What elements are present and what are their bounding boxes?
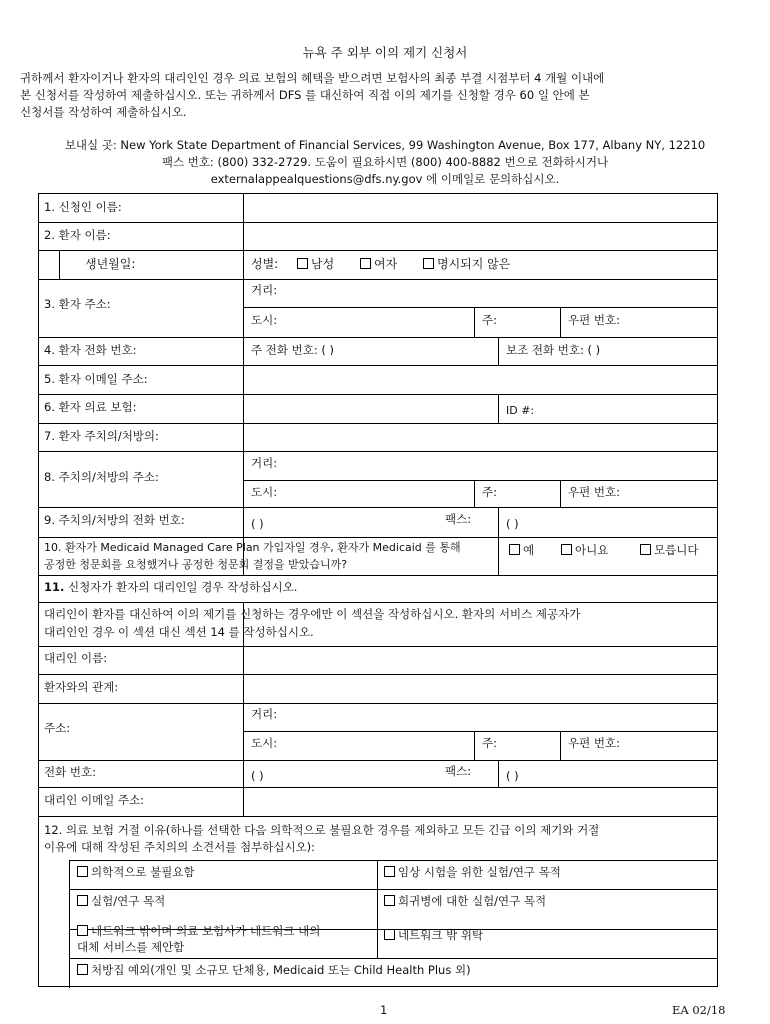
fax-phone-line: 팩스 번호: (800) 332-2729. 도움이 필요하시면 (800) 400-8882 번으로 전화하시거나 xyxy=(161,155,609,169)
health-plan-label: 6. 환자 의료 보험: xyxy=(44,400,137,414)
rep-city-label: 도시: xyxy=(251,736,278,750)
medicaid-no-option[interactable] xyxy=(561,543,608,558)
reason-out-network-alt-line2: 대체 서비스를 제안함 xyxy=(77,940,185,954)
reason-clinical-trial-text: 임상 시험을 위한 실험/연구 목적 xyxy=(398,865,561,879)
physician-city-label: 도시: xyxy=(251,485,278,499)
checkbox-not-necessary[interactable] xyxy=(77,866,88,877)
reason-experimental-text: 실험/연구 목적 xyxy=(91,894,166,908)
unknown-text: 모릅니다 xyxy=(654,543,699,557)
section-11-heading xyxy=(44,580,297,595)
section-11-text: 신청자가 환자의 대리인일 경우 작성하십시오. xyxy=(64,580,298,594)
patient-email-label: 5. 환자 이메일 주소: xyxy=(44,372,148,386)
intro-paragraph xyxy=(20,70,740,121)
street-label: 거리: xyxy=(251,283,278,297)
rep-street-label: 거리: xyxy=(251,707,278,721)
denial-reason-line1: 12. 의료 보험 거절 이유(하나를 선택한 다음 의학적으로 불필요한 경우를 제외하고 모든 긴급 이의 제기와 거절 xyxy=(44,823,600,837)
form-title: 뉴욕 주 외부 이의 제기 신청서 xyxy=(302,45,468,60)
form-code: EA 02/18 xyxy=(672,1003,726,1017)
physician-phone-paren: ( ) xyxy=(251,517,264,531)
reason-rare-disease[interactable] xyxy=(384,894,546,909)
denial-reason-line2: 이유에 대해 작성된 주치의의 소견서를 첨부하십시오): xyxy=(44,840,316,854)
reason-rare-disease-text: 희귀병에 대한 실험/연구 목적 xyxy=(398,894,547,908)
checkbox-rare-disease[interactable] xyxy=(384,895,395,906)
rep-relation-field[interactable] xyxy=(244,675,716,702)
reason-not-medically-necessary[interactable] xyxy=(77,865,195,880)
checkbox-female[interactable] xyxy=(360,258,371,269)
checkbox-male[interactable] xyxy=(297,258,308,269)
applicant-name-field[interactable] xyxy=(244,195,716,221)
page-number: 1 xyxy=(380,1003,388,1017)
reason-out-of-network-alternate[interactable] xyxy=(77,924,320,939)
medicaid-question-line1: 10. 환자가 Medicaid Managed Care Plan 가입자일 경우, 환자가 Medicaid 를 통해 xyxy=(44,541,461,554)
state-label: 주: xyxy=(482,313,497,327)
physician-zip-label: 우편 번호: xyxy=(568,485,620,499)
rep-phone-paren: ( ) xyxy=(251,769,264,783)
rep-name-field[interactable] xyxy=(244,647,716,673)
checkbox-clinical-trial[interactable] xyxy=(384,866,395,877)
physician-field[interactable] xyxy=(244,424,716,450)
section-11-note-line2: 대리인인 경우 이 섹션 대신 섹션 14 를 작성하십시오. xyxy=(44,625,314,639)
rep-state-label: 주: xyxy=(482,736,497,750)
rep-address-label: 주소: xyxy=(44,721,71,735)
rep-name-label: 대리인 이름: xyxy=(44,651,108,665)
intro-line: 본 신청서를 작성하여 제출하십시오. 또는 귀하께서 DFS 를 대신하여 직접 이의 제기를 신청할 경우 60 일 안에 본 xyxy=(20,88,590,102)
primary-phone-label: 주 전화 번호: ( ) xyxy=(251,343,335,357)
sex-option-female[interactable] xyxy=(360,257,397,272)
email-line: externalappealquestions@dfs.ny.gov 에 이메일로 문의하십시오. xyxy=(210,172,560,186)
applicant-name-label: 1. 신청인 이름: xyxy=(44,200,122,214)
sex-unspecified-text: 명시되지 않은 xyxy=(437,257,511,271)
reason-out-network-referral-text: 네트워크 밖 위탁 xyxy=(398,928,484,942)
reason-out-of-network-referral[interactable] xyxy=(384,928,483,943)
checkbox-unknown[interactable] xyxy=(640,544,651,555)
patient-name-label: 2. 환자 이름: xyxy=(44,228,111,242)
checkbox-out-network-alt[interactable] xyxy=(77,925,88,936)
reason-experimental[interactable] xyxy=(77,894,165,909)
checkbox-out-network-referral[interactable] xyxy=(384,929,395,940)
physician-street-label: 거리: xyxy=(251,456,278,470)
physician-fax-label: 팩스: xyxy=(445,512,472,526)
no-text: 아니요 xyxy=(575,543,609,557)
id-label: ID #: xyxy=(506,404,535,417)
section-11-number: 11. xyxy=(44,580,65,594)
sex-option-unspecified[interactable] xyxy=(423,257,510,272)
checkbox-yes[interactable] xyxy=(509,544,520,555)
sex-female-text: 여자 xyxy=(374,257,398,271)
checkbox-experimental[interactable] xyxy=(77,895,88,906)
secondary-phone-label: 보조 전화 번호: ( ) xyxy=(506,343,601,357)
sex-male-text: 남성 xyxy=(311,257,335,271)
rep-fax-label: 팩스: xyxy=(445,764,472,778)
physician-state-label: 주: xyxy=(482,485,497,499)
physician-address-label: 8. 주치의/처방의 주소: xyxy=(44,470,159,484)
physician-phone-label: 9. 주치의/처방의 전화 번호: xyxy=(44,513,185,527)
reason-formulary-text: 처방집 예외(개인 및 소규모 단체용, Medicaid 또는 Child Health Plus 외) xyxy=(91,963,471,977)
yes-text: 예 xyxy=(523,543,535,557)
reason-clinical-trial[interactable] xyxy=(384,865,561,880)
medicaid-unknown-option[interactable] xyxy=(640,543,698,558)
intro-line: 신청서를 작성하여 제출하십시오. xyxy=(20,105,187,119)
checkbox-unspecified[interactable] xyxy=(423,258,434,269)
rep-zip-label: 우편 번호: xyxy=(568,736,620,750)
patient-phone-label: 4. 환자 전화 번호: xyxy=(44,343,137,357)
physician-fax-paren: ( ) xyxy=(506,517,519,531)
physician-label: 7. 환자 주치의/처방의: xyxy=(44,429,159,443)
patient-email-field[interactable] xyxy=(244,366,716,393)
reason-formulary-exception[interactable] xyxy=(77,963,471,978)
reason-not-necessary-text: 의학적으로 불필요함 xyxy=(91,865,195,879)
rep-relation-label: 환자와의 관계: xyxy=(44,680,119,694)
rep-email-label: 대리인 이메일 주소: xyxy=(44,793,145,807)
rep-phone-label: 전화 번호: xyxy=(44,765,96,779)
sex-option-male[interactable] xyxy=(297,257,334,272)
dob-label: 생년월일: xyxy=(85,257,136,271)
medicaid-yes-option[interactable] xyxy=(509,543,534,558)
rep-email-field[interactable] xyxy=(244,788,716,815)
city-label: 도시: xyxy=(251,313,278,327)
rep-fax-paren: ( ) xyxy=(506,769,519,783)
mailing-address: 보내실 곳: New York State Department of Financial Services, 99 Washington Avenue, Box 177, Albany NY, 12210 xyxy=(64,138,706,152)
checkbox-formulary[interactable] xyxy=(77,964,88,975)
checkbox-no[interactable] xyxy=(561,544,572,555)
appeal-form-table xyxy=(38,193,718,987)
sex-label: 성별: xyxy=(251,257,279,271)
patient-address-label: 3. 환자 주소: xyxy=(44,297,111,311)
section-11-note-line1: 대리인이 환자를 대신하여 이의 제기를 신청하는 경우에만 이 섹션을 작성하십시오. 환자의 서비스 제공자가 xyxy=(44,607,581,621)
patient-name-field[interactable] xyxy=(244,223,716,249)
medicaid-question-line2: 공정한 청문회를 요청했거나 공정한 청문회 결정을 받았습니까? xyxy=(44,558,348,571)
reason-out-network-alt-text: 네트워크 밖이며 의료 보험사가 네트워크 내의 xyxy=(91,924,321,938)
contact-info xyxy=(60,137,710,188)
intro-line: 귀하께서 환자이거나 환자의 대리인인 경우 의료 보험의 혜택을 받으려면 보험사의 최종 부결 시점부터 4 개월 이내에 xyxy=(20,71,605,85)
zip-label: 우편 번호: xyxy=(568,313,620,327)
